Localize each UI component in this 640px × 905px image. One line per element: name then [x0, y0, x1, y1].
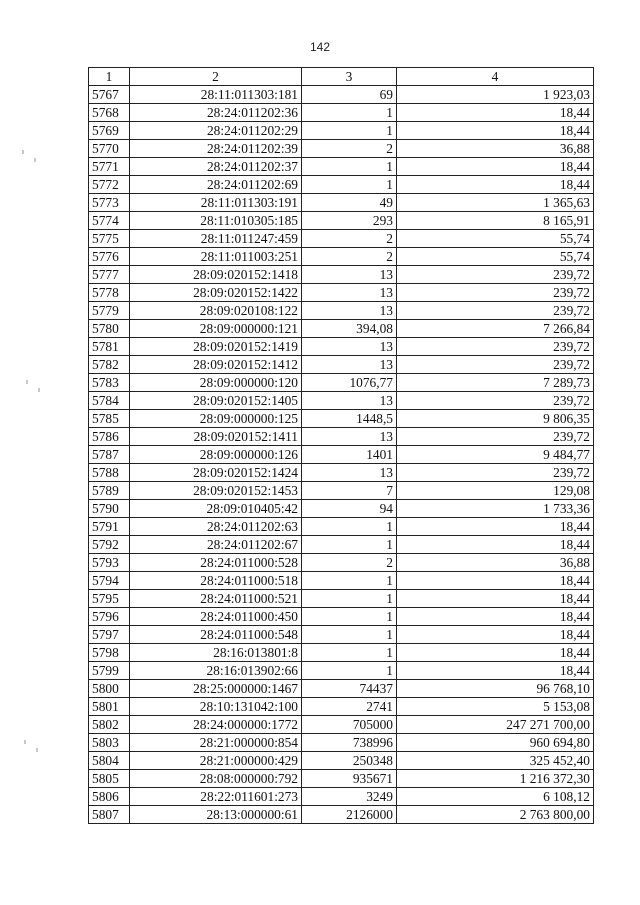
value-cell: 69 — [302, 86, 397, 104]
data-table — [88, 67, 594, 824]
table-row — [89, 734, 594, 752]
amount-cell: 9 806,35 — [397, 410, 594, 428]
amount-cell: 247 271 700,00 — [397, 716, 594, 734]
value-cell: 13 — [302, 392, 397, 410]
cadastral-number-cell: 28:24:011202:39 — [130, 140, 302, 158]
row-number-cell: 5784 — [89, 392, 130, 410]
row-number-cell: 5799 — [89, 662, 130, 680]
cadastral-number-cell: 28:24:011202:36 — [130, 104, 302, 122]
row-number-cell: 5791 — [89, 518, 130, 536]
amount-cell: 36,88 — [397, 140, 594, 158]
table-row — [89, 302, 594, 320]
value-cell: 1 — [302, 122, 397, 140]
value-cell: 94 — [302, 500, 397, 518]
value-cell: 1 — [302, 626, 397, 644]
cadastral-number-cell: 28:11:011247:459 — [130, 230, 302, 248]
cadastral-number-cell: 28:13:000000:61 — [130, 806, 302, 824]
table-row — [89, 374, 594, 392]
table-row — [89, 320, 594, 338]
row-number-cell: 5805 — [89, 770, 130, 788]
cadastral-number-cell: 28:24:011202:29 — [130, 122, 302, 140]
value-cell: 2126000 — [302, 806, 397, 824]
row-number-cell: 5806 — [89, 788, 130, 806]
scan-mark — [22, 150, 24, 154]
table-row — [89, 464, 594, 482]
table-row — [89, 698, 594, 716]
column-header-4: 4 — [397, 68, 594, 86]
row-number-cell: 5775 — [89, 230, 130, 248]
amount-cell: 36,88 — [397, 554, 594, 572]
cadastral-number-cell: 28:16:013801:8 — [130, 644, 302, 662]
table-row — [89, 212, 594, 230]
table-row — [89, 284, 594, 302]
cadastral-number-cell: 28:09:000000:125 — [130, 410, 302, 428]
row-number-cell: 5798 — [89, 644, 130, 662]
scan-mark — [24, 740, 26, 744]
amount-cell: 18,44 — [397, 104, 594, 122]
column-header-2: 2 — [130, 68, 302, 86]
table-row — [89, 158, 594, 176]
row-number-cell: 5773 — [89, 194, 130, 212]
scan-mark — [26, 380, 28, 384]
amount-cell: 239,72 — [397, 464, 594, 482]
row-number-cell: 5772 — [89, 176, 130, 194]
table-row — [89, 428, 594, 446]
amount-cell: 18,44 — [397, 518, 594, 536]
row-number-cell: 5801 — [89, 698, 130, 716]
cadastral-number-cell: 28:10:131042:100 — [130, 698, 302, 716]
row-number-cell: 5787 — [89, 446, 130, 464]
value-cell: 1401 — [302, 446, 397, 464]
scan-mark — [36, 748, 38, 752]
row-number-cell: 5768 — [89, 104, 130, 122]
column-header-3: 3 — [302, 68, 397, 86]
scan-mark — [38, 388, 40, 392]
cadastral-number-cell: 28:24:011000:548 — [130, 626, 302, 644]
amount-cell: 18,44 — [397, 626, 594, 644]
row-number-cell: 5779 — [89, 302, 130, 320]
cadastral-number-cell: 28:11:011003:251 — [130, 248, 302, 266]
row-number-cell: 5786 — [89, 428, 130, 446]
table-row — [89, 752, 594, 770]
page-number: 142 — [309, 40, 331, 54]
cadastral-number-cell: 28:22:011601:273 — [130, 788, 302, 806]
cadastral-number-cell: 28:24:011202:69 — [130, 176, 302, 194]
value-cell: 2 — [302, 230, 397, 248]
amount-cell: 239,72 — [397, 266, 594, 284]
row-number-cell: 5793 — [89, 554, 130, 572]
value-cell: 1 — [302, 536, 397, 554]
value-cell: 935671 — [302, 770, 397, 788]
amount-cell: 129,08 — [397, 482, 594, 500]
cadastral-number-cell: 28:24:011202:37 — [130, 158, 302, 176]
amount-cell: 1 923,03 — [397, 86, 594, 104]
table-row — [89, 770, 594, 788]
table-row — [89, 518, 594, 536]
value-cell: 13 — [302, 266, 397, 284]
row-number-cell: 5802 — [89, 716, 130, 734]
row-number-cell: 5771 — [89, 158, 130, 176]
amount-cell: 18,44 — [397, 158, 594, 176]
cadastral-number-cell: 28:08:000000:792 — [130, 770, 302, 788]
amount-cell: 18,44 — [397, 644, 594, 662]
row-number-cell: 5794 — [89, 572, 130, 590]
amount-cell: 7 266,84 — [397, 320, 594, 338]
table-row — [89, 626, 594, 644]
value-cell: 7 — [302, 482, 397, 500]
table-row — [89, 176, 594, 194]
table-row — [89, 122, 594, 140]
value-cell: 1 — [302, 590, 397, 608]
cadastral-number-cell: 28:09:020152:1412 — [130, 356, 302, 374]
value-cell: 1 — [302, 608, 397, 626]
amount-cell: 960 694,80 — [397, 734, 594, 752]
table-row — [89, 554, 594, 572]
row-number-cell: 5785 — [89, 410, 130, 428]
cadastral-number-cell: 28:09:020152:1424 — [130, 464, 302, 482]
amount-cell: 18,44 — [397, 590, 594, 608]
row-number-cell: 5769 — [89, 122, 130, 140]
amount-cell: 18,44 — [397, 608, 594, 626]
value-cell: 1 — [302, 104, 397, 122]
table-row — [89, 500, 594, 518]
value-cell: 1 — [302, 518, 397, 536]
row-number-cell: 5774 — [89, 212, 130, 230]
value-cell: 1 — [302, 158, 397, 176]
cadastral-number-cell: 28:16:013902:66 — [130, 662, 302, 680]
cadastral-number-cell: 28:09:020152:1411 — [130, 428, 302, 446]
value-cell: 1 — [302, 644, 397, 662]
row-number-cell: 5803 — [89, 734, 130, 752]
amount-cell: 7 289,73 — [397, 374, 594, 392]
cadastral-number-cell: 28:09:000000:120 — [130, 374, 302, 392]
row-number-cell: 5796 — [89, 608, 130, 626]
amount-cell: 18,44 — [397, 662, 594, 680]
value-cell: 1448,5 — [302, 410, 397, 428]
value-cell: 13 — [302, 464, 397, 482]
table-row — [89, 410, 594, 428]
value-cell: 49 — [302, 194, 397, 212]
row-number-cell: 5777 — [89, 266, 130, 284]
row-number-cell: 5790 — [89, 500, 130, 518]
value-cell: 13 — [302, 428, 397, 446]
table-row — [89, 266, 594, 284]
amount-cell: 1 365,63 — [397, 194, 594, 212]
cadastral-number-cell: 28:09:020108:122 — [130, 302, 302, 320]
cadastral-number-cell: 28:11:011303:191 — [130, 194, 302, 212]
value-cell: 293 — [302, 212, 397, 230]
value-cell: 13 — [302, 284, 397, 302]
row-number-cell: 5767 — [89, 86, 130, 104]
value-cell: 394,08 — [302, 320, 397, 338]
cadastral-number-cell: 28:24:011000:450 — [130, 608, 302, 626]
amount-cell: 239,72 — [397, 392, 594, 410]
value-cell: 2 — [302, 248, 397, 266]
row-number-cell: 5778 — [89, 284, 130, 302]
column-header-1: 1 — [89, 68, 130, 86]
value-cell: 705000 — [302, 716, 397, 734]
cadastral-number-cell: 28:09:020152:1453 — [130, 482, 302, 500]
cadastral-number-cell: 28:21:000000:854 — [130, 734, 302, 752]
row-number-cell: 5792 — [89, 536, 130, 554]
table-row — [89, 248, 594, 266]
cadastral-number-cell: 28:24:000000:1772 — [130, 716, 302, 734]
row-number-cell: 5795 — [89, 590, 130, 608]
table-row — [89, 194, 594, 212]
amount-cell: 239,72 — [397, 284, 594, 302]
row-number-cell: 5780 — [89, 320, 130, 338]
cadastral-number-cell: 28:25:000000:1467 — [130, 680, 302, 698]
amount-cell: 239,72 — [397, 338, 594, 356]
table-row — [89, 392, 594, 410]
row-number-cell: 5807 — [89, 806, 130, 824]
amount-cell: 1 733,36 — [397, 500, 594, 518]
cadastral-number-cell: 28:24:011000:518 — [130, 572, 302, 590]
table-row — [89, 482, 594, 500]
cadastral-number-cell: 28:09:020152:1422 — [130, 284, 302, 302]
table-row — [89, 662, 594, 680]
amount-cell: 18,44 — [397, 572, 594, 590]
amount-cell: 8 165,91 — [397, 212, 594, 230]
cadastral-number-cell: 28:09:020152:1418 — [130, 266, 302, 284]
cadastral-number-cell: 28:24:011202:63 — [130, 518, 302, 536]
row-number-cell: 5788 — [89, 464, 130, 482]
value-cell: 13 — [302, 356, 397, 374]
table-row — [89, 140, 594, 158]
amount-cell: 5 153,08 — [397, 698, 594, 716]
value-cell: 2741 — [302, 698, 397, 716]
row-number-cell: 5800 — [89, 680, 130, 698]
table-body — [89, 86, 594, 824]
amount-cell: 18,44 — [397, 176, 594, 194]
cadastral-number-cell: 28:09:000000:126 — [130, 446, 302, 464]
value-cell: 1 — [302, 176, 397, 194]
row-number-cell: 5782 — [89, 356, 130, 374]
cadastral-number-cell: 28:24:011202:67 — [130, 536, 302, 554]
amount-cell: 2 763 800,00 — [397, 806, 594, 824]
cadastral-number-cell: 28:11:011303:181 — [130, 86, 302, 104]
amount-cell: 55,74 — [397, 248, 594, 266]
value-cell: 250348 — [302, 752, 397, 770]
amount-cell: 6 108,12 — [397, 788, 594, 806]
value-cell: 3249 — [302, 788, 397, 806]
amount-cell: 1 216 372,30 — [397, 770, 594, 788]
value-cell: 13 — [302, 338, 397, 356]
table-row — [89, 788, 594, 806]
row-number-cell: 5797 — [89, 626, 130, 644]
row-number-cell: 5789 — [89, 482, 130, 500]
cadastral-number-cell: 28:09:020152:1405 — [130, 392, 302, 410]
table-row — [89, 572, 594, 590]
value-cell: 1 — [302, 662, 397, 680]
value-cell: 1 — [302, 572, 397, 590]
row-number-cell: 5783 — [89, 374, 130, 392]
table-row — [89, 716, 594, 734]
cadastral-number-cell: 28:21:000000:429 — [130, 752, 302, 770]
cadastral-number-cell: 28:24:011000:528 — [130, 554, 302, 572]
value-cell: 13 — [302, 302, 397, 320]
value-cell: 2 — [302, 140, 397, 158]
table-row — [89, 86, 594, 104]
amount-cell: 239,72 — [397, 428, 594, 446]
row-number-cell: 5770 — [89, 140, 130, 158]
value-cell: 74437 — [302, 680, 397, 698]
amount-cell: 9 484,77 — [397, 446, 594, 464]
table-row — [89, 536, 594, 554]
table-row — [89, 644, 594, 662]
cadastral-number-cell: 28:09:000000:121 — [130, 320, 302, 338]
amount-cell: 96 768,10 — [397, 680, 594, 698]
amount-cell: 325 452,40 — [397, 752, 594, 770]
amount-cell: 18,44 — [397, 122, 594, 140]
value-cell: 738996 — [302, 734, 397, 752]
table-header-row — [89, 68, 594, 86]
cadastral-number-cell: 28:09:020152:1419 — [130, 338, 302, 356]
amount-cell: 239,72 — [397, 302, 594, 320]
amount-cell: 55,74 — [397, 230, 594, 248]
scan-mark — [34, 158, 36, 162]
table-row — [89, 608, 594, 626]
row-number-cell: 5804 — [89, 752, 130, 770]
cadastral-number-cell: 28:11:010305:185 — [130, 212, 302, 230]
row-number-cell: 5781 — [89, 338, 130, 356]
amount-cell: 239,72 — [397, 356, 594, 374]
table-row — [89, 680, 594, 698]
amount-cell: 18,44 — [397, 536, 594, 554]
cadastral-number-cell: 28:24:011000:521 — [130, 590, 302, 608]
value-cell: 1076,77 — [302, 374, 397, 392]
table-row — [89, 590, 594, 608]
cadastral-number-cell: 28:09:010405:42 — [130, 500, 302, 518]
value-cell: 2 — [302, 554, 397, 572]
table-row — [89, 806, 594, 824]
table-row — [89, 446, 594, 464]
table-row — [89, 356, 594, 374]
table-row — [89, 104, 594, 122]
table-row — [89, 338, 594, 356]
table-row — [89, 230, 594, 248]
row-number-cell: 5776 — [89, 248, 130, 266]
